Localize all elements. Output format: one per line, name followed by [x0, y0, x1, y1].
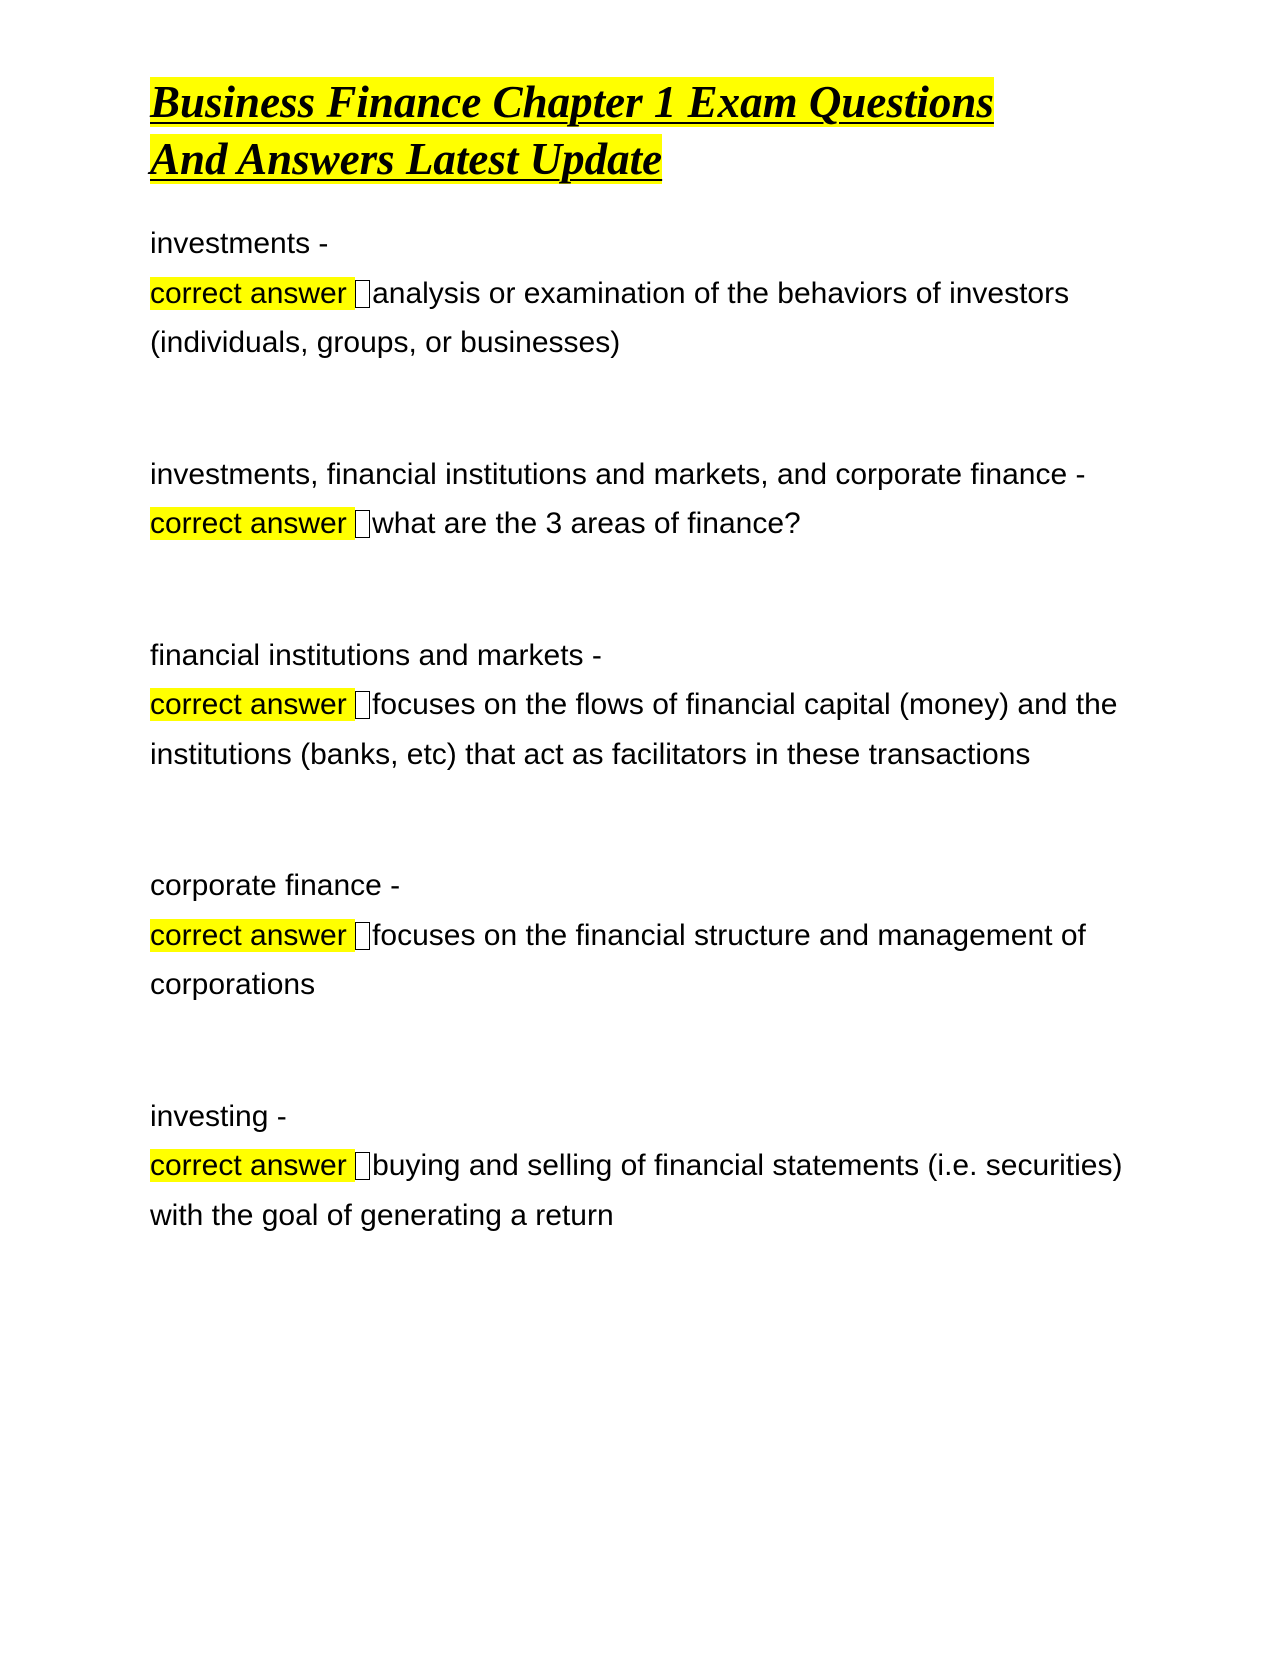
qa-entry [150, 631, 1130, 780]
entry-term: investing - [150, 1099, 287, 1133]
qa-entry [150, 450, 1130, 549]
document-title [150, 74, 1130, 188]
correct-answer-label: correct answer [150, 1149, 356, 1182]
missing-glyph-icon [355, 1152, 370, 1180]
entry-answer: what are the 3 areas of finance? [372, 507, 801, 540]
entry-term: corporate finance - [150, 869, 401, 902]
entry-answer: analysis or examination of the behaviors of investors (individuals, groups, or businesses) [150, 276, 1070, 359]
document-page [150, 74, 1130, 1240]
title-line-2: And Answers Latest Update [150, 134, 663, 184]
correct-answer-label: correct answer [150, 918, 356, 952]
entry-answer-line [150, 1141, 1130, 1240]
entry-answer-line [150, 499, 1130, 549]
entry-answer-line [150, 911, 1130, 1010]
missing-glyph-icon [355, 280, 370, 308]
entry-answer: buying and selling of financial statements (i.e. securities) with the goal of generating a return [150, 1149, 1123, 1232]
qa-entry [150, 219, 1130, 368]
entry-term: financial institutions and markets - [150, 638, 602, 672]
missing-glyph-icon [355, 510, 370, 538]
correct-answer-label: correct answer [150, 276, 356, 310]
qa-entry [150, 861, 1130, 1010]
entry-answer-line [150, 269, 1130, 368]
missing-glyph-icon [355, 691, 370, 719]
qa-entry [150, 1092, 1130, 1241]
correct-answer-label: correct answer [150, 688, 356, 721]
title-line-1: Business Finance Chapter 1 Exam Questions [150, 77, 994, 127]
entry-answer: focuses on the financial structure and management of corporations [150, 918, 1086, 1001]
missing-glyph-icon [355, 922, 370, 950]
entry-term: investments, financial institutions and markets, and corporate finance - [150, 457, 1086, 491]
entry-answer-line [150, 680, 1130, 779]
correct-answer-label: correct answer [150, 507, 356, 540]
entry-answer: focuses on the flows of financial capital (money) and the institutions (banks, etc) that act as facilitators in these transactions [150, 688, 1118, 771]
entry-term: investments - [150, 227, 329, 260]
